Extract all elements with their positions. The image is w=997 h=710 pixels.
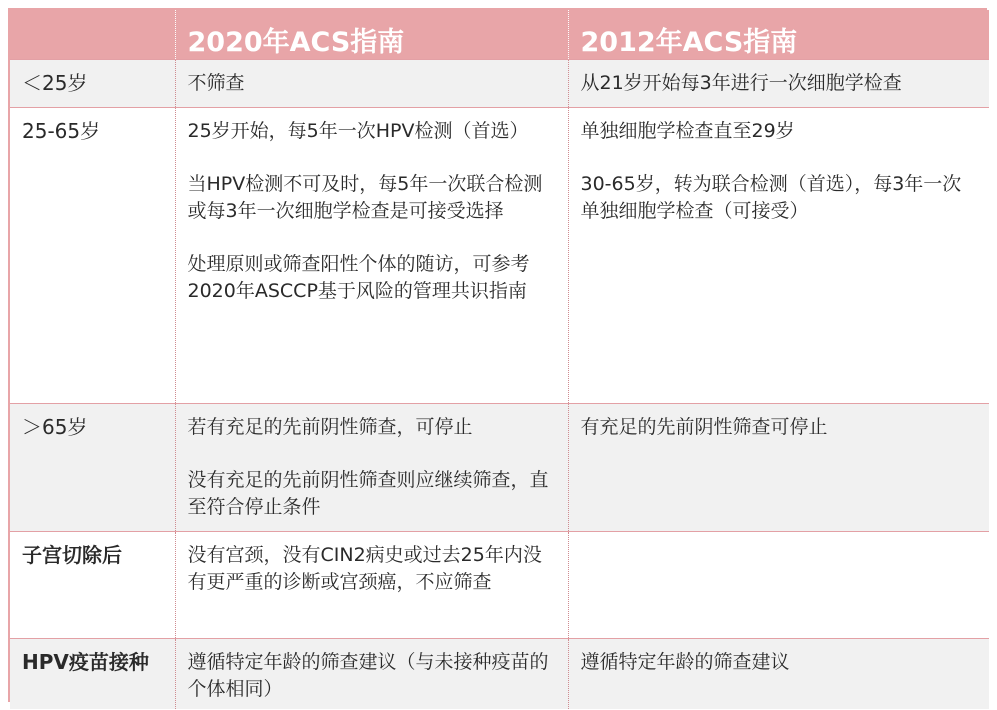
cell-text: 遵循特定年龄的筛查建议（与未接种疫苗的个体相同） <box>187 651 549 700</box>
acs2012-cell <box>568 404 989 532</box>
acs2012-cell <box>568 532 989 639</box>
cell-text: 不筛查 <box>187 72 245 94</box>
cell-text: 从21岁开始每3年进行一次细胞学检查 <box>580 72 902 94</box>
acs2012-cell <box>568 60 989 108</box>
table-row <box>10 108 989 404</box>
table-row <box>10 532 989 639</box>
acs2020-cell <box>175 532 568 639</box>
row-label: ＞65岁 <box>10 404 175 532</box>
cell-text: 单独细胞学检查直至29岁 <box>580 120 795 142</box>
cell-text: 处理原则或筛查阳性个体的随访，可参考2020年ASCCP基于风险的管理共识指南 <box>187 253 530 302</box>
guideline-comparison-table <box>8 8 987 702</box>
cell-text: 若有充足的先前阴性筛查，可停止 <box>187 416 473 438</box>
row-label: 子宫切除后 <box>10 532 175 639</box>
header-acs-2012: 2012年ACS指南 <box>568 10 989 60</box>
table-row <box>10 404 989 532</box>
acs2012-cell <box>568 108 989 404</box>
cell-text: 25岁开始，每5年一次HPV检测（首选） <box>187 120 529 142</box>
cell-text: 有充足的先前阴性筛查可停止 <box>580 416 828 438</box>
header-empty-cell <box>10 10 175 60</box>
table-row <box>10 639 989 710</box>
acs2020-cell <box>175 404 568 532</box>
acs2020-cell <box>175 639 568 710</box>
row-label: HPV疫苗接种 <box>10 639 175 710</box>
acs2012-cell <box>568 639 989 710</box>
cell-text: 没有充足的先前阴性筛查则应继续筛查，直至符合停止条件 <box>187 469 549 518</box>
cell-text: 30-65岁，转为联合检测（首选），每3年一次单独细胞学检查（可接受） <box>580 173 962 222</box>
acs2020-cell <box>175 60 568 108</box>
row-label: ＜25岁 <box>10 60 175 108</box>
header-row <box>10 10 989 60</box>
row-label: 25-65岁 <box>10 108 175 404</box>
cell-text: 当HPV检测不可及时，每5年一次联合检测或每3年一次细胞学检查是可接受选择 <box>187 173 543 222</box>
table-row <box>10 60 989 108</box>
cell-text: 遵循特定年龄的筛查建议 <box>580 651 790 673</box>
header-acs-2020: 2020年ACS指南 <box>175 10 568 60</box>
cell-text: 没有宫颈，没有CIN2病史或过去25年内没有更严重的诊断或宫颈癌，不应筛查 <box>187 544 542 593</box>
acs2020-cell <box>175 108 568 404</box>
